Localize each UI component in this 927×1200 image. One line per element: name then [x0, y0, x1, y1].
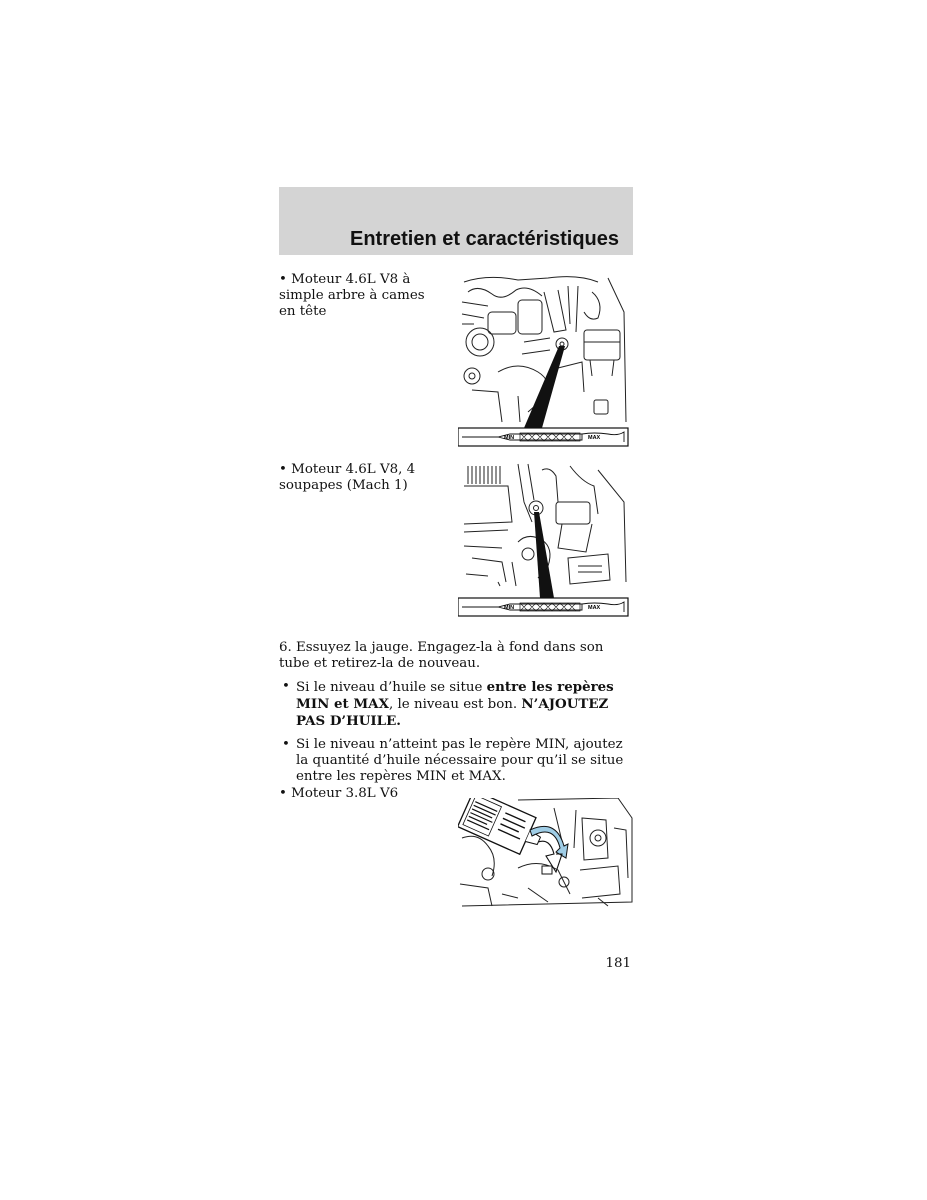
bullet-oil-level-ok	[279, 679, 633, 730]
page-number: 181	[605, 956, 631, 971]
section-header	[279, 187, 633, 255]
figure-1-caption: • Moteur 4.6L V8 à simple arbre à cames en tête	[279, 272, 425, 319]
bullet-oil-level-low	[279, 737, 633, 785]
bullet-1-text-2: , le niveau est bon.	[388, 697, 522, 712]
figure-1-min-label: MIN	[504, 435, 515, 441]
section-title: Entretien et caractéristiques	[350, 228, 619, 250]
figure-3-add-oil-illustration	[458, 798, 634, 910]
bullet-1-bold-1: entre les repères MIN et MAX	[296, 679, 614, 712]
bullet-symbol: •	[282, 679, 290, 694]
figure-1-max-label: MAX	[588, 435, 601, 441]
figure-3-caption: • Moteur 3.8L V6	[279, 786, 399, 801]
figure-2-max-label: MAX	[588, 605, 601, 611]
figure-2-min-label: MIN	[504, 605, 515, 611]
figure-2-engine-illustration	[458, 462, 630, 620]
bullet-symbol: •	[282, 737, 290, 752]
bullet-1-text-1: Si le niveau d’huile se situe	[296, 680, 487, 695]
bullet-2-text: Si le niveau n’atteint pas le repère MIN, ajoutez la quantité d’huile nécessaire pour qu’il se situe entre les repères MIN et MAX.	[296, 737, 624, 784]
bullet-1-bold-2: N’AJOUTEZ PAS D’HUILE.	[296, 696, 609, 729]
figure-2-caption: • Moteur 4.6L V8, 4 soupapes (Mach 1)	[279, 462, 416, 493]
figure-1-engine-illustration	[458, 272, 630, 448]
step-6-text: 6. Essuyez la jauge. Engagez-la à fond dans son tube et retirez-la de nouveau.	[279, 640, 604, 671]
instruction-bullet-list	[279, 679, 633, 792]
